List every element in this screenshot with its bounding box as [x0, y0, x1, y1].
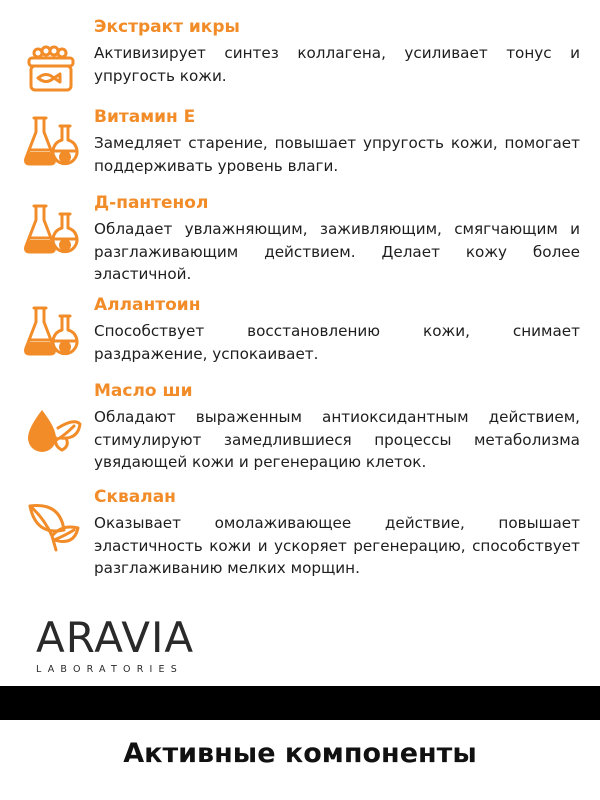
page-title: Активные компоненты — [123, 738, 477, 769]
ingredient-title: Аллантоин — [94, 295, 201, 315]
ingredient-description: Активизирует синтез коллагена, усиливает тонус и упругость кожи. — [94, 44, 580, 85]
lab-flasks-icon — [22, 300, 84, 362]
ingredient-title: Витамин Е — [94, 107, 196, 127]
ingredient-description: Обладает увлажняющим, заживляющим, смягчающим и разглаживающим действием. Делает кожу более эластичной. — [94, 220, 580, 283]
lab-flasks-icon — [22, 198, 84, 260]
divider-band — [0, 686, 600, 720]
brand-subtitle: LABORATORIES — [36, 664, 183, 675]
ingredient-title: Экстракт икры — [94, 17, 240, 37]
ingredient-description: Способствует восстановлению кожи, снимает раздражение, успокаивает. — [94, 322, 580, 363]
ingredient-description: Замедляет старение, повышает упругость кожи, помогает поддерживать уровень влаги. — [94, 134, 580, 175]
oil-drop-leaf-icon — [22, 398, 84, 460]
brand-logo — [36, 613, 236, 675]
caviar-jar-icon — [22, 38, 84, 100]
ingredient-title: Д-пантенол — [94, 193, 209, 213]
leaf-icon — [22, 496, 84, 558]
lab-flasks-icon — [22, 110, 84, 172]
brand-name: ARAVIA — [36, 613, 195, 662]
ingredient-title: Сквалан — [94, 487, 176, 507]
ingredient-title: Масло ши — [94, 381, 193, 401]
ingredient-description: Оказывает омолаживающее действие, повышает эластичность кожи и ускоряет регенерацию, способствует разглаживанию мелких морщин. — [94, 514, 580, 577]
ingredient-description: Обладают выраженным антиоксидантным действием, стимулируют замедлившиеся процессы метаболизма увядающей кожи и регенерацию клеток. — [94, 408, 580, 471]
